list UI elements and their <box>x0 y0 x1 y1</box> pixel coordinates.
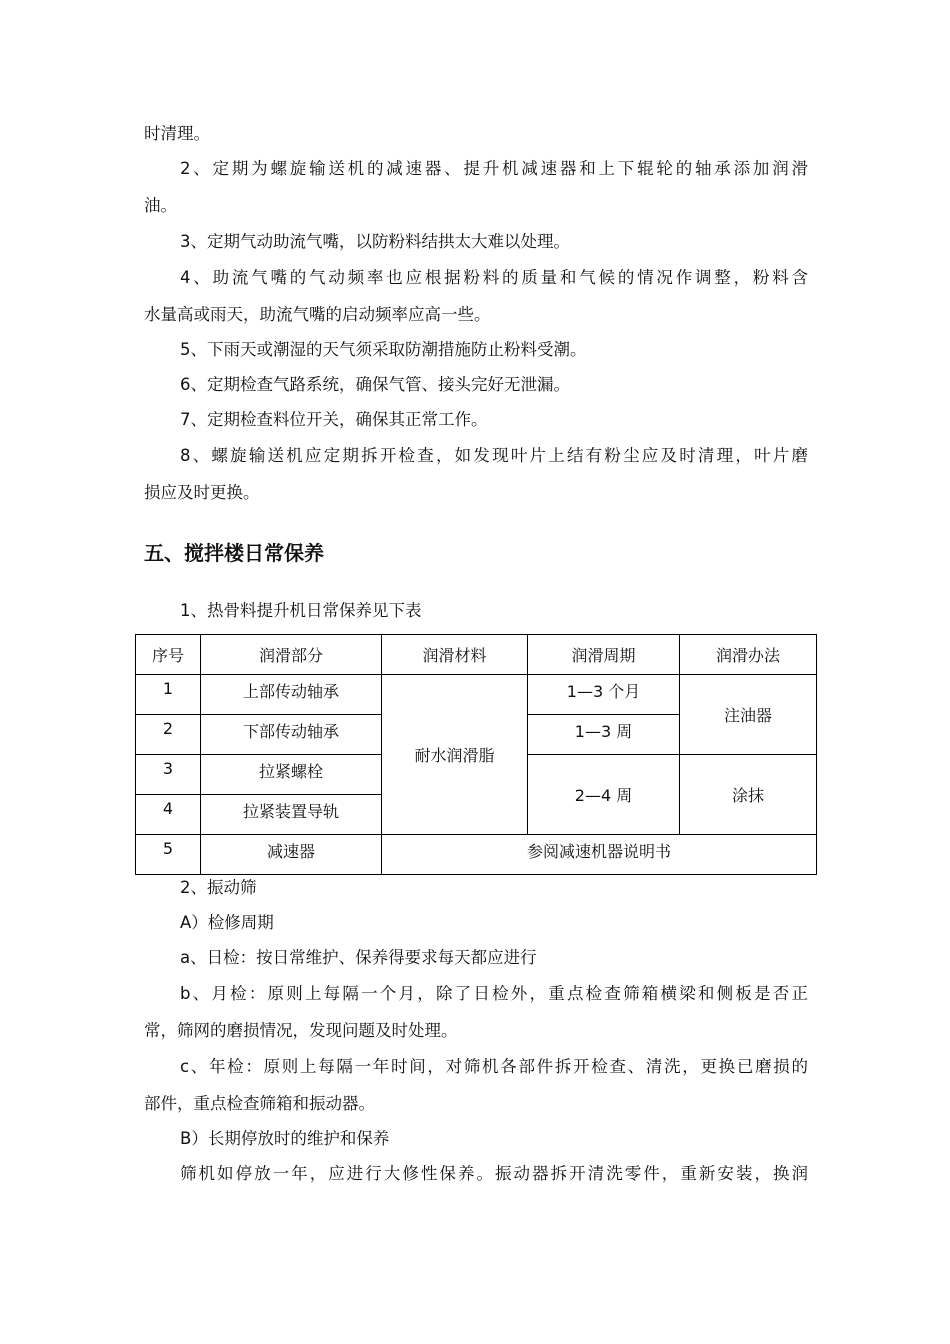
paragraph-line: B）长期停放时的维护和保养 <box>180 1129 390 1148</box>
paragraph-line: A）检修周期 <box>180 913 274 932</box>
header-cell: 润滑周期 <box>528 635 680 675</box>
table-row <box>136 835 817 875</box>
paragraph-line: 8、螺旋输送机应定期拆开检查，如发现叶片上结有粉尘应及时清理，叶片磨 <box>180 446 808 465</box>
header-cell: 序号 <box>136 635 201 675</box>
table-row <box>136 675 817 715</box>
row-number-cell: 2 <box>136 715 201 755</box>
part-cell: 下部传动轴承 <box>201 715 382 755</box>
reference-note-cell: 参阅减速机器说明书 <box>382 835 817 875</box>
part-cell: 上部传动轴承 <box>201 675 382 715</box>
paragraph-line: 部件，重点检查筛箱和振动器。 <box>144 1094 375 1113</box>
paragraph-line: 5、下雨天或潮湿的天气须采取防潮措施防止粉料受潮。 <box>180 340 587 359</box>
part-cell: 减速器 <box>201 835 382 875</box>
paragraph-line: 水量高或雨天，助流气嘴的启动频率应高一些。 <box>144 305 491 324</box>
period-cell: 1—3 个月 <box>528 675 680 715</box>
paragraph-line: a、日检：按日常维护、保养得要求每天都应进行 <box>180 948 537 967</box>
paragraph-line: 时清理。 <box>144 124 210 143</box>
row-number-cell: 1 <box>136 675 201 715</box>
paragraph-line: 筛机如停放一年，应进行大修性保养。振动器拆开清洗零件，重新安装，换润 <box>180 1164 808 1183</box>
paragraph-line: 油。 <box>144 196 177 215</box>
paragraph-line: 2、振动筛 <box>180 878 257 897</box>
method-cell: 注油器 <box>680 675 817 755</box>
period-cell: 2—4 周 <box>528 755 680 835</box>
table-header-row <box>136 635 817 675</box>
lubrication-table <box>135 634 817 875</box>
paragraph-line: 7、定期检查料位开关，确保其正常工作。 <box>180 410 488 429</box>
header-cell: 润滑办法 <box>680 635 817 675</box>
material-cell: 耐水润滑脂 <box>382 675 528 835</box>
header-cell: 润滑材料 <box>382 635 528 675</box>
method-cell: 涂抹 <box>680 755 817 835</box>
section-heading: 五、搅拌楼日常保养 <box>144 541 324 565</box>
part-cell: 拉紧装置导轨 <box>201 795 382 835</box>
period-cell: 1—3 周 <box>528 715 680 755</box>
paragraph-line: b、月检：原则上每隔一个月，除了日检外，重点检查筛箱横梁和侧板是否正 <box>180 984 808 1003</box>
paragraph-line: 损应及时更换。 <box>144 483 260 502</box>
row-number-cell: 3 <box>136 755 201 795</box>
table-intro: 1、热骨料提升机日常保养见下表 <box>180 601 422 620</box>
paragraph-line: 常，筛网的磨损情况，发现问题及时处理。 <box>144 1021 458 1040</box>
paragraph-line: 6、定期检查气路系统，确保气管、接头完好无泄漏。 <box>180 375 570 394</box>
row-number-cell: 5 <box>136 835 201 875</box>
paragraph-line: 4、助流气嘴的气动频率也应根据粉料的质量和气候的情况作调整，粉料含 <box>180 268 808 287</box>
paragraph-line: c、年检：原则上每隔一年时间，对筛机各部件拆开检查、清洗，更换已磨损的 <box>180 1057 808 1076</box>
paragraph-line: 3、定期气动助流气嘴，以防粉料结拱太大难以处理。 <box>180 232 570 251</box>
row-number-cell: 4 <box>136 795 201 835</box>
part-cell: 拉紧螺栓 <box>201 755 382 795</box>
paragraph-line: 2、定期为螺旋输送机的减速器、提升机减速器和上下辊轮的轴承添加润滑 <box>180 159 808 178</box>
header-cell: 润滑部分 <box>201 635 382 675</box>
